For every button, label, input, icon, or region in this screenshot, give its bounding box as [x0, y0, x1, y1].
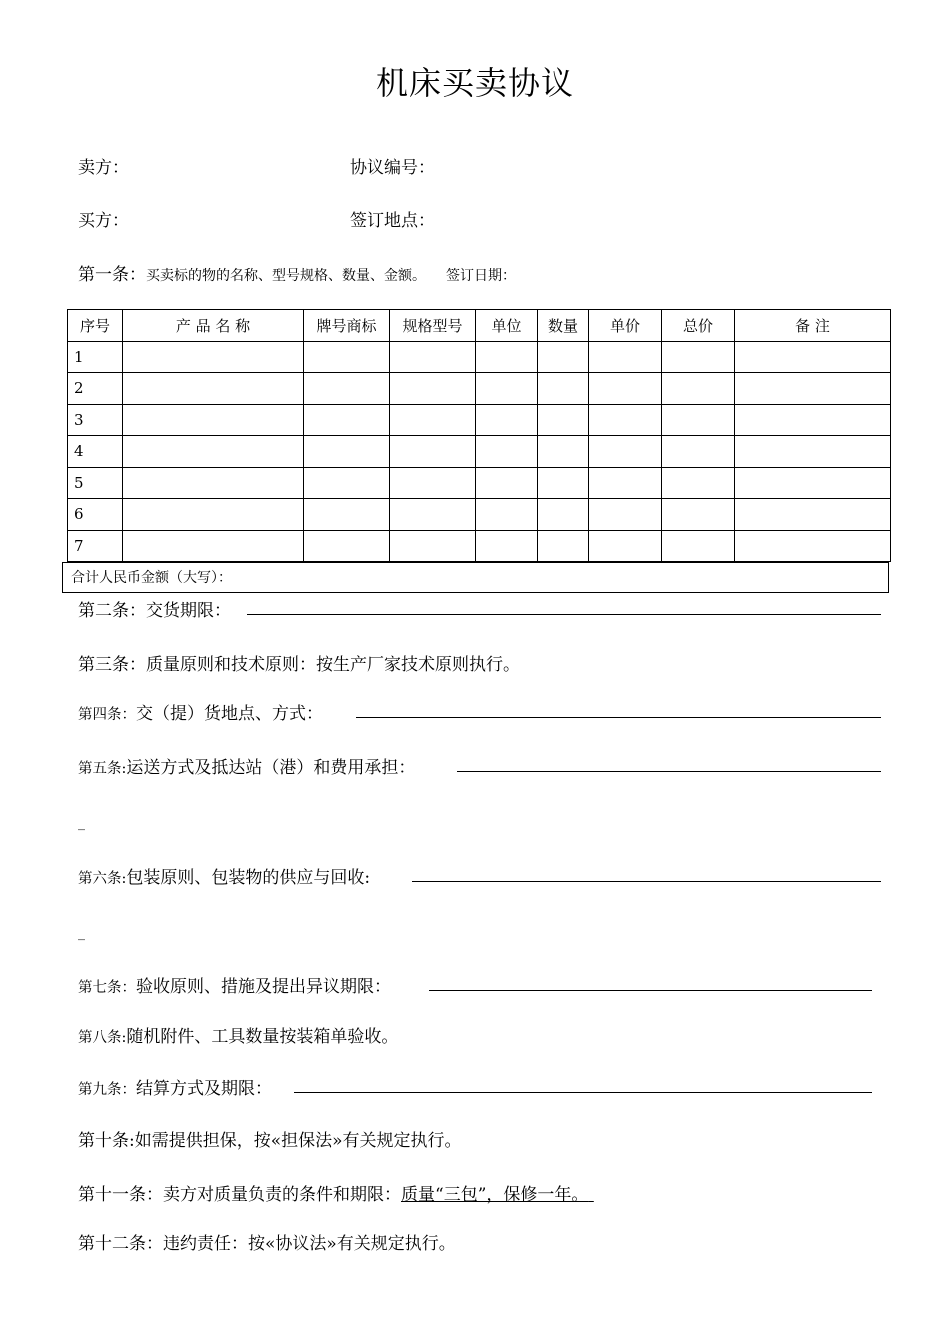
table-cell[interactable]	[123, 530, 304, 562]
table-cell[interactable]	[735, 499, 891, 531]
col-header: 单价	[589, 310, 662, 342]
table-cell[interactable]	[662, 404, 735, 436]
clause-9-text: 结算方式及期限：	[136, 1079, 272, 1099]
buyer-label: 买方：	[78, 211, 129, 231]
article-1-text: 买卖标的物的名称、型号规格、数量、金额。	[146, 268, 426, 284]
table-cell[interactable]	[390, 436, 476, 468]
row-number: 5	[68, 467, 123, 499]
table-cell[interactable]	[304, 404, 390, 436]
table-cell[interactable]	[304, 499, 390, 531]
table-cell[interactable]	[735, 341, 891, 373]
table-row	[68, 436, 891, 468]
table-cell[interactable]	[662, 373, 735, 405]
clause-12: 第十二条：违约责任：按«协议法»有关规定执行。	[78, 1234, 456, 1254]
clause-6-prefix: 第六条:	[78, 871, 127, 887]
clause-8-prefix: 第八条:	[78, 1030, 127, 1046]
table-cell[interactable]	[735, 530, 891, 562]
clause-5-prefix: 第五条:	[78, 761, 127, 777]
table-cell[interactable]	[735, 373, 891, 405]
table-row	[68, 467, 891, 499]
fill-line-clause-4[interactable]	[356, 717, 881, 718]
table-cell[interactable]	[538, 373, 589, 405]
table-cell[interactable]	[589, 530, 662, 562]
clause-5-text: 运送方式及抵达站（港）和费用承担：	[126, 758, 416, 778]
table-cell[interactable]	[589, 499, 662, 531]
table-cell[interactable]	[304, 341, 390, 373]
clause-5-continuation: _	[78, 815, 85, 831]
table-cell[interactable]	[662, 436, 735, 468]
col-header: 规格型号	[390, 310, 476, 342]
row-number: 4	[68, 436, 123, 468]
table-cell[interactable]	[589, 467, 662, 499]
fill-line-clause-6[interactable]	[412, 881, 881, 882]
row-number: 1	[68, 341, 123, 373]
table-row	[68, 341, 891, 373]
table-cell[interactable]	[123, 341, 304, 373]
agreement-no-label: 协议编号：	[350, 158, 435, 178]
table-cell[interactable]	[538, 341, 589, 373]
table-cell[interactable]	[123, 404, 304, 436]
fill-line-clause-9[interactable]	[294, 1092, 872, 1093]
table-cell[interactable]	[123, 373, 304, 405]
table-cell[interactable]	[735, 404, 891, 436]
row-number: 7	[68, 530, 123, 562]
clause-7-prefix: 第七条：	[78, 980, 136, 996]
clause-8-text: 随机附件、工具数量按装箱单验收。	[126, 1027, 399, 1047]
clause-7	[78, 972, 391, 997]
clause-6-text: 包装原则、包装物的供应与回收:	[126, 868, 371, 888]
table-cell[interactable]	[538, 530, 589, 562]
row-number: 6	[68, 499, 123, 531]
clause-4-text: 交（提）货地点、方式：	[136, 704, 323, 724]
table-row	[68, 499, 891, 531]
table-cell[interactable]	[476, 341, 538, 373]
table-cell[interactable]	[476, 467, 538, 499]
product-table	[67, 309, 891, 562]
col-header: 数量	[538, 310, 589, 342]
clause-11-text: 第十一条：卖方对质量负责的条件和期限：	[78, 1185, 401, 1205]
table-cell[interactable]	[476, 373, 538, 405]
document-title: 机床买卖协议	[375, 64, 574, 102]
table-row	[68, 404, 891, 436]
table-cell[interactable]	[476, 436, 538, 468]
clause-6	[78, 863, 370, 888]
row-number: 2	[68, 373, 123, 405]
table-cell[interactable]	[538, 404, 589, 436]
clause-4-prefix: 第四条：	[78, 707, 136, 723]
table-cell[interactable]	[304, 467, 390, 499]
col-header: 总价	[662, 310, 735, 342]
clause-11	[78, 1180, 594, 1205]
table-cell[interactable]	[662, 530, 735, 562]
sign-date-label: 签订日期：	[446, 268, 516, 284]
table-row	[68, 373, 891, 405]
table-cell[interactable]	[390, 530, 476, 562]
table-cell[interactable]	[589, 436, 662, 468]
clause-4	[78, 699, 323, 724]
table-cell[interactable]	[735, 436, 891, 468]
table-cell[interactable]	[304, 530, 390, 562]
total-amount-row	[62, 562, 889, 593]
fill-line-clause-2[interactable]	[247, 614, 881, 615]
clause-7-text: 验收原则、措施及提出异议期限：	[136, 977, 391, 997]
table-cell[interactable]	[662, 341, 735, 373]
table-cell[interactable]	[390, 404, 476, 436]
clause-2: 第二条：交货期限：	[78, 601, 231, 621]
clause-6-continuation: _	[78, 925, 85, 941]
table-cell[interactable]	[538, 499, 589, 531]
row-number: 3	[68, 404, 123, 436]
fill-line-clause-5[interactable]	[457, 771, 881, 772]
table-cell[interactable]	[390, 467, 476, 499]
fill-line-clause-7[interactable]	[429, 990, 872, 991]
table-cell[interactable]	[390, 499, 476, 531]
table-header-row	[68, 310, 891, 342]
table-cell[interactable]	[123, 436, 304, 468]
clause-11-underlined: 质量“三包”，保修一年。	[401, 1185, 589, 1205]
table-cell[interactable]	[390, 341, 476, 373]
col-header: 序号	[68, 310, 123, 342]
col-header: 单位	[476, 310, 538, 342]
table-cell[interactable]	[304, 373, 390, 405]
clause-9	[78, 1074, 272, 1099]
table-cell[interactable]	[589, 373, 662, 405]
article-1	[78, 260, 516, 285]
table-cell[interactable]	[662, 499, 735, 531]
table-cell[interactable]	[538, 436, 589, 468]
table-cell[interactable]	[123, 499, 304, 531]
article-1-label: 第一条：	[78, 265, 146, 285]
total-amount-label: 合计人民币金额（大写）：	[71, 570, 232, 586]
table-cell[interactable]	[476, 530, 538, 562]
clause-3: 第三条：质量原则和技术原则：按生产厂家技术原则执行。	[78, 655, 520, 675]
table-cell[interactable]	[390, 373, 476, 405]
table-cell[interactable]	[123, 467, 304, 499]
clause-5	[78, 753, 415, 778]
table-cell[interactable]	[304, 436, 390, 468]
clause-11-underline-tail	[588, 1185, 593, 1205]
table-cell[interactable]	[538, 467, 589, 499]
table-cell[interactable]	[735, 467, 891, 499]
clause-10: 第十条:如需提供担保，按«担保法»有关规定执行。	[78, 1131, 462, 1151]
table-cell[interactable]	[589, 341, 662, 373]
table-cell[interactable]	[589, 404, 662, 436]
table-cell[interactable]	[662, 467, 735, 499]
sign-place-label: 签订地点：	[350, 211, 435, 231]
col-header: 备 注	[735, 310, 891, 342]
clause-9-prefix: 第九条：	[78, 1082, 136, 1098]
table-cell[interactable]	[476, 404, 538, 436]
table-cell[interactable]	[476, 499, 538, 531]
clause-8	[78, 1022, 398, 1047]
col-header: 牌号商标	[304, 310, 390, 342]
table-row	[68, 530, 891, 562]
seller-label: 卖方：	[78, 158, 129, 178]
col-header: 产 品 名 称	[123, 310, 304, 342]
